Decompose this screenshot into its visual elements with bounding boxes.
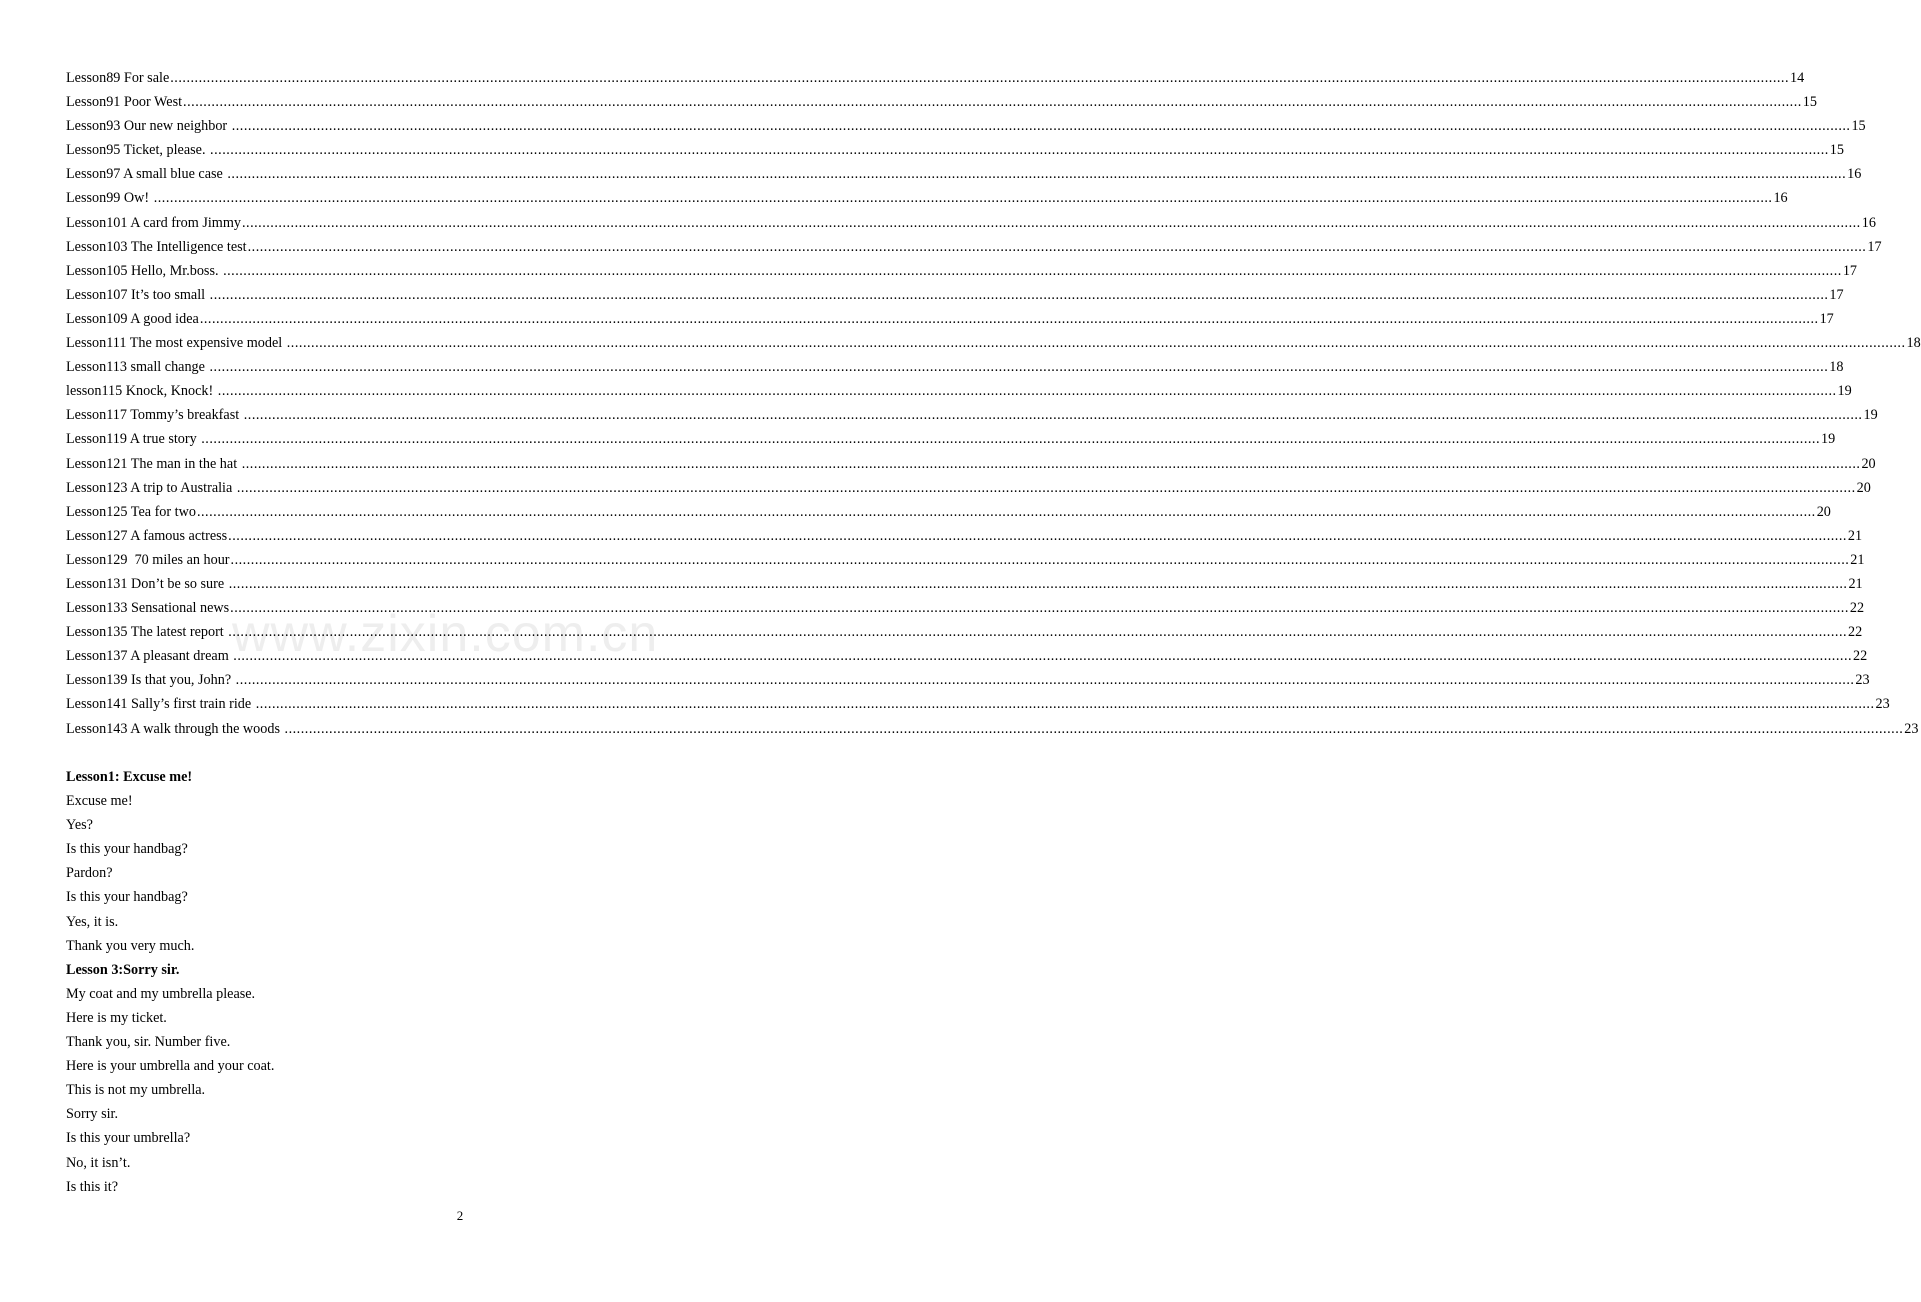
toc-entry-page: 17 (1829, 286, 1844, 303)
toc-entry-title: lesson115 Knock, Knock! (66, 383, 217, 400)
toc-entry-page: 22 (1849, 600, 1865, 617)
toc-entry-title: Lesson101 A card from Jimmy (66, 214, 241, 231)
toc-entry-title: Lesson139 Is that you, John? (66, 672, 235, 689)
toc-entry[interactable] (66, 186, 1788, 210)
toc-dot-leader: ................................................................................................................................................................................................................................................................................................................................................................................................................ (196, 503, 1816, 520)
toc-dot-leader: ................................................................................................................................................................................................................................................................................................................................................................................................................ (247, 238, 1867, 255)
toc-entry-page: 15 (1802, 94, 1817, 111)
toc-entry[interactable] (66, 548, 1865, 572)
toc-dot-leader: ................................................................................................................................................................................................................................................................................................................................................................................................................ (241, 214, 1861, 231)
dialogue-line: Yes? (66, 817, 93, 834)
toc-dot-leader: ................................................................................................................................................................................................................................................................................................................................................................................................................ (153, 190, 1773, 207)
toc-dot-leader: ................................................................................................................................................................................................................................................................................................................................................................................................................ (201, 431, 1820, 448)
toc-entry-page: 16 (1773, 190, 1788, 207)
toc-entry[interactable] (66, 427, 1836, 451)
toc-entry-page: 19 (1837, 383, 1852, 400)
dialogue-line: Sorry sir. (66, 1106, 119, 1123)
toc-dot-leader: ................................................................................................................................................................................................................................................................................................................................................................................................................ (217, 383, 1837, 400)
toc-dot-leader: ................................................................................................................................................................................................................................................................................................................................................................................................................ (236, 479, 1856, 496)
toc-entry-page: 21 (1850, 551, 1865, 568)
dialogue-line: Is this your umbrella? (66, 1130, 191, 1147)
toc-entry[interactable] (66, 596, 1865, 620)
toc-entry[interactable] (66, 307, 1834, 331)
toc-entry-page: 16 (1861, 214, 1876, 231)
dialogue-line: Pardon? (66, 865, 113, 882)
toc-entry[interactable] (66, 403, 1878, 427)
toc-dot-leader: ................................................................................................................................................................................................................................................................................................................................................................................................................ (210, 142, 1829, 159)
toc-entry-page: 22 (1848, 624, 1863, 641)
toc-entry-page: 15 (1829, 142, 1844, 159)
toc-entry-page: 19 (1863, 407, 1878, 424)
toc-entry-title: Lesson119 A true story (66, 431, 201, 448)
toc-dot-leader: ................................................................................................................................................................................................................................................................................................................................................................................................................ (286, 335, 1906, 352)
toc-entry-title: Lesson141 Sally’s first train ride (66, 696, 255, 713)
toc-entry-page: 23 (1904, 720, 1919, 737)
table-of-contents (66, 66, 1921, 741)
toc-dot-leader: ................................................................................................................................................................................................................................................................................................................................................................................................................ (223, 262, 1842, 279)
toc-entry[interactable] (66, 259, 1857, 283)
toc-entry-page: 20 (1861, 455, 1876, 472)
toc-dot-leader: ................................................................................................................................................................................................................................................................................................................................................................................................................ (241, 455, 1861, 472)
toc-entry-page: 17 (1819, 310, 1834, 327)
toc-dot-leader: ................................................................................................................................................................................................................................................................................................................................................................................................................ (227, 166, 1847, 183)
toc-entry-title: Lesson99 Ow! (66, 190, 153, 207)
toc-entry-title: Lesson91 Poor West (66, 94, 183, 111)
toc-entry-page: 18 (1829, 359, 1844, 376)
toc-entry-title: Lesson127 A famous actress (66, 527, 228, 544)
toc-entry-title: Lesson105 Hello, Mr.boss. (66, 262, 223, 279)
dialogue-line: Thank you, sir. Number five. (66, 1034, 231, 1051)
toc-entry-title: Lesson109 A good idea (66, 310, 199, 327)
toc-entry[interactable] (66, 524, 1863, 548)
toc-entry[interactable] (66, 644, 1868, 668)
toc-entry-title: Lesson133 Sensational news (66, 600, 230, 617)
toc-dot-leader: ................................................................................................................................................................................................................................................................................................................................................................................................................ (228, 575, 1848, 592)
toc-entry-title: Lesson95 Ticket, please. (66, 142, 210, 159)
toc-entry-title: Lesson125 Tea for two (66, 503, 196, 520)
toc-entry-page: 18 (1906, 335, 1921, 352)
toc-entry-page: 16 (1847, 166, 1862, 183)
toc-entry-title: Lesson137 A pleasant dream (66, 648, 233, 665)
toc-dot-leader: ................................................................................................................................................................................................................................................................................................................................................................................................................ (231, 118, 1851, 135)
toc-entry-title: Lesson107 It’s too small (66, 286, 209, 303)
toc-entry-page: 20 (1856, 479, 1871, 496)
dialogue-line: Here is your umbrella and your coat. (66, 1058, 275, 1075)
toc-dot-leader: ................................................................................................................................................................................................................................................................................................................................................................................................................ (209, 286, 1829, 303)
toc-dot-leader: ................................................................................................................................................................................................................................................................................................................................................................................................................ (228, 624, 1848, 641)
toc-entry[interactable] (66, 692, 1890, 716)
toc-entry[interactable] (66, 283, 1844, 307)
toc-entry[interactable] (66, 331, 1921, 355)
lesson-text (66, 765, 854, 1199)
dialogue-line: Yes, it is. (66, 913, 119, 930)
toc-entry[interactable] (66, 235, 1882, 259)
toc-entry-page: 14 (1790, 70, 1805, 86)
toc-entry[interactable] (66, 500, 1831, 524)
toc-entry[interactable] (66, 162, 1862, 186)
dialogue-line: Is this your handbag? (66, 889, 188, 906)
toc-entry[interactable] (66, 379, 1852, 403)
lesson-heading: Lesson1: Excuse me! (66, 769, 193, 785)
toc-entry-title: Lesson131 Don’t be so sure (66, 575, 228, 592)
toc-entry-page: 23 (1875, 696, 1890, 713)
toc-entry[interactable] (66, 452, 1876, 476)
toc-entry[interactable] (66, 476, 1871, 500)
dialogue-line: Thank you very much. (66, 937, 195, 954)
toc-entry[interactable] (66, 114, 1866, 138)
toc-entry-title: Lesson129 70 miles an hour (66, 551, 230, 568)
toc-entry-page: 21 (1847, 527, 1863, 544)
dialogue-line: Is this your handbag? (66, 841, 188, 858)
toc-entry-page: 20 (1816, 503, 1831, 520)
toc-dot-leader: ................................................................................................................................................................................................................................................................................................................................................................................................................ (255, 696, 1875, 713)
dialogue-line: This is not my umbrella. (66, 1082, 206, 1099)
toc-entry[interactable] (66, 66, 1805, 90)
toc-entry-title: Lesson135 The latest report (66, 624, 228, 641)
toc-entry-title: Lesson123 A trip to Australia (66, 479, 236, 496)
toc-dot-leader: ................................................................................................................................................................................................................................................................................................................................................................................................................ (235, 672, 1855, 689)
dialogue-line: Excuse me! (66, 793, 133, 810)
toc-entry[interactable] (66, 668, 1870, 692)
toc-entry-title: Lesson113 small change (66, 359, 209, 376)
toc-dot-leader: ................................................................................................................................................................................................................................................................................................................................................................................................................ (199, 310, 1819, 327)
toc-dot-leader: ................................................................................................................................................................................................................................................................................................................................................................................................................ (243, 407, 1863, 424)
toc-entry-title: Lesson89 For sale (66, 70, 170, 86)
toc-entry[interactable] (66, 138, 1844, 162)
dialogue-line: Here is my ticket. (66, 1009, 167, 1026)
toc-entry-title: Lesson111 The most expensive model (66, 335, 286, 352)
toc-entry-title: Lesson143 A walk through the woods (66, 720, 284, 737)
toc-entry-page: 19 (1821, 431, 1836, 448)
toc-entry[interactable] (66, 717, 1919, 741)
dialogue-line: My coat and my umbrella please. (66, 985, 256, 1002)
toc-dot-leader: ................................................................................................................................................................................................................................................................................................................................................................................................................ (228, 527, 1847, 544)
toc-entry-title: Lesson93 Our new neighbor (66, 118, 231, 135)
toc-dot-leader: ................................................................................................................................................................................................................................................................................................................................................................................................................ (170, 70, 1789, 86)
dialogue-line: No, it isn’t. (66, 1154, 131, 1171)
dialogue-line: Is this it? (66, 1178, 119, 1195)
lesson-heading: Lesson 3:Sorry sir. (66, 961, 180, 978)
toc-entry[interactable] (66, 572, 1863, 596)
toc-entry-page: 17 (1867, 238, 1882, 255)
toc-entry-title: Lesson117 Tommy’s breakfast (66, 407, 243, 424)
toc-entry-page: 23 (1855, 672, 1870, 689)
toc-dot-leader: ................................................................................................................................................................................................................................................................................................................................................................................................................ (183, 94, 1802, 111)
toc-entry-title: Lesson97 A small blue case (66, 166, 227, 183)
toc-dot-leader: ................................................................................................................................................................................................................................................................................................................................................................................................................ (209, 359, 1829, 376)
toc-entry-page: 22 (1853, 648, 1868, 665)
toc-entry-title: Lesson103 The Intelligence test (66, 238, 247, 255)
toc-dot-leader: ................................................................................................................................................................................................................................................................................................................................................................................................................ (284, 720, 1904, 737)
toc-entry-page: 15 (1851, 118, 1866, 135)
toc-entry-title: Lesson121 The man in the hat (66, 455, 241, 472)
toc-entry-page: 17 (1842, 262, 1857, 279)
toc-dot-leader: ................................................................................................................................................................................................................................................................................................................................................................................................................ (233, 648, 1853, 665)
toc-dot-leader: ................................................................................................................................................................................................................................................................................................................................................................................................................ (230, 600, 1849, 617)
toc-entry-page: 21 (1848, 575, 1863, 592)
watermark-text: www.zixin.com.cn (232, 605, 659, 663)
toc-dot-leader: ................................................................................................................................................................................................................................................................................................................................................................................................................ (230, 551, 1850, 568)
toc-entry[interactable] (66, 620, 1863, 644)
toc-entry[interactable] (66, 90, 1817, 114)
toc-entry[interactable] (66, 211, 1876, 235)
page-number: 2 (456, 1208, 464, 1223)
toc-entry[interactable] (66, 355, 1844, 379)
